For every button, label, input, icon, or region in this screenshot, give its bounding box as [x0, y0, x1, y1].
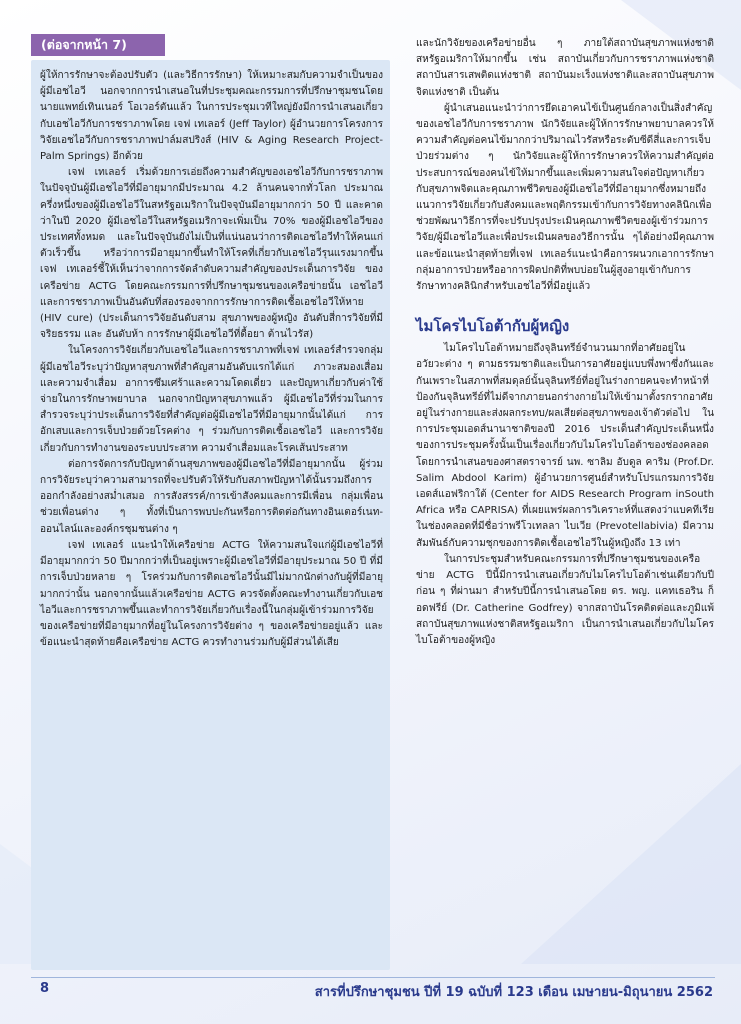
paragraph: ในโครงการวิจัยเกี่ยวกับเอชไอวีและการชราภาพที่เจฟ เทเลอร์สำรวจกลุ่มผู้มีเอชไอวีระบุว่าปัญหาสุขภาพที่สำคัญสามอันดับแรกได้แก่ ภาวะสมองเสื่อมและความจำเสื่อม อาการซึมเศร้าและความโดดเดี่ยว และปัญหาเกี่ยวกับค่าใช้จ่ายในการรักษาพยาบาล นอกจากปัญหาสุขภาพแล้ว ผู้มีเอชไอวีที่ร่วมในการสำรวจระบุว่าประเด็นการวิจัยที่สำคัญต่อผู้มีเอชไอวีที่มีอายุมากนั้นได้แก่ การอักเสบและการเจ็บป่วยด้วยโรคต่าง ๆ ร่วมกับการติดเชื้อเอชไอวี และการวิจัยเกี่ยวกับการทำงานของระบบประสาท ความจำเสื่อมและโรคเส้นประสาท [40, 345, 383, 454]
paragraph: เจฟ เทเลอร์ เริ่มด้วยการเอ่ยถึงความสำคัญของเอชไอวีกับการชราภาพ ในปัจจุบันผู้มีเอชไอวีที่มีอายุมากมีประมาณ 4.2 ล้านคนจากทั่วโลก ประมาณครึ่งหนึ่งของผู้มีเอชไอวีในสหรัฐอเมริกาในปัจจุบันมีอายุมากกว่า 50 ปี และคาดว่าในปี 2020 ผู้มีเอชไอวีในสหรัฐอเมริกาจะเพิ่มเป็น 70% ของผู้มีเอชไอวีของประเทศทั้งหมด และในปัจจุบันยังไม่เป็นที่แน่นอนว่าการติดเอชไอวีทำให้คนแก่ตัวเร็วขึ้น หรือว่าการมีอายุมากขึ้นทำให้โรคที่เกี่ยวกับเอชไอวีรุนแรงมากขึ้น เจฟ เทเลอร์ชี้ให้เห็นว่าจากการจัดลำดับความสำคัญของประเด็นการวิจัย ของเครือข่าย ACTG โดยคณะกรรมการที่ปรึกษาชุมชนของเครือข่ายนั้น เอชไอวีและการชราภาพเป็นอันดับที่สองรองจากการรักษาการติดเชื้อเอชไอวีให้หาย (HIV cure) (ประเด็นการวิจัยอันดับสาม สุขภาพของผู้หญิง อันดับสี่การวิจัยที่มีจริยธรรม และ อันดับห้า การรักษาผู้มีเอชไอวีที่ดื้อยา ต้านไวรัส) [40, 167, 383, 341]
paragraph: ผู้ให้การรักษาจะต้องปรับตัว (และวิธีการรักษา) ให้เหมาะสมกับความจำเป็นของผู้มีเอชไอวี นอกจากการนำเสนอในที่ประชุมคณะกรรมการที่ปรึกษาชุมชนโดยนายแพทย์เทินเนอร์ โอเวอร์ตันแล้ว ในการประชุมเวทีใหญ่ยังมีการนำเสนอเกี่ยวกับเอชไอวีกับการชราภาพโดย เจฟ เทเลอร์ (Jeff Taylor) ผู้อำนวยการโครงการวิจัยเอชไอวีกับการชราภาพปาล์มสปริงส์ (HIV & Aging Research Project-Palm Springs) อีกด้วย [40, 70, 383, 163]
paragraph: ผู้นำเสนอแนะนำว่าการยึดเอาคนไข้เป็นศูนย์กลางเป็นสิ่งสำคัญของเอชไอวีกับการชราภาพ นักวิจัยและผู้ให้การรักษาพยาบาลควรให้ความสำคัญต่อคนไข้มากกว่าปริมาณไวรัสหรือระดับซีดีสี่และการเจ็บป่วยร่วมต่าง ๆ นักวิจัยและผู้ให้การรักษาควรให้ความสำคัญต่อประสบการณ์ของคนไข้ให้มากขึ้นและเพิ่มความสนใจต่อปัญหาเกี่ยวกับสุขภาพจิตและคุณภาพชีวิตของผู้มีเอชไอวีที่มีอายุมากซึ่งหมายถึงแนวการวิจัยเกี่ยวกับสังคมและพฤติกรรมเข้ากับการวิจัยทางคลินิกเพื่อช่วยพัฒนาวิธีการที่จะปรับปรุงประเมินคุณภาพชีวิตของผู้เข้าร่วมการวิจัย/ผู้มีเอชไอวีและเพื่อประเมินผลของวิธีการนั้น ๆได้อย่างมีคุณภาพ และข้อแนะนำสุดท้ายที่เจฟ เทเลอร์แนะนำคือการผนวกเอาการรักษากลุ่มอาการป่วยหรืออาการผิดปกติที่พบบ่อยในผู้สูงอายุเข้ากับการรักษาทางคลินิกสำหรับเอชไอวีที่มีอยู่แล้ว [416, 102, 714, 293]
footer-divider [31, 977, 715, 978]
paragraph: และนักวิจัยของเครือข่ายอื่น ๆ ภายใต้สถาบันสุขภาพแห่งชาติสหรัฐอเมริกาให้มากขึ้น เช่น สถาบันเกี่ยวกับการชราภาพแห่งชาติ สถาบันสารเสพติดแห่งชาติ สถาบันมะเร็งแห่งชาติและสถาบันสุขภาพจิตแห่งชาติ เป็นต้น [416, 38, 714, 98]
decor-triangle [521, 764, 741, 964]
journal-info: สารที่ปรึกษาชุมชน ปีที่ 19 ฉบับที่ 123 เดือน เมษายน-มิถุนายน 2562 [314, 985, 713, 1000]
page-number: 8 [40, 981, 50, 996]
continued-from-tab: (ต่อจากหน้า 7) [31, 34, 165, 56]
section-title: ไมโครไบโอต้ากับผู้หญิง [416, 317, 570, 336]
paragraph: ในการประชุมสำหรับคณะกรรมการที่ปรึกษาชุมชนของเครือข่าย ACTG ปีนี้มีการนำเสนอเกี่ยวกับไมโครไบโอต้าเช่นเดียวกับปีก่อน ๆ ที่ผ่านมา สำหรับปีนี้การนำเสนอโดย ดร. พญ. แคทเธอริน ก็อดฟรีย์ (Dr. Catherine Godfrey) จากสถาบันโรคติดต่อและภูมิแพ้สถาบันสุขภาพแห่งชาติสหรัฐอเมริกา เป็นการนำเสนอเกี่ยวกับไมโครไบโอต้าของผู้หญิง [416, 553, 714, 646]
paragraph: เจฟ เทเลอร์ แนะนำให้เครือข่าย ACTG ให้ความสนใจแก่ผู้มีเอชไอวีที่มีอายุมากกว่า 50 ปีมากกว่าที่เป็นอยู่เพราะผู้มีเอชไอวีที่มีอายุประมาณ 50 ปี ที่มีการเจ็บป่วยหลาย ๆ โรคร่วมกับการติดเอชไอวีนั้นมีไม่มากนักต่างกับผู้ที่มีอายุมากกว่านั้น นอกจากนั้นแล้วเครือข่าย ACTG ควรจัดตั้งคณะทำงานเกี่ยวกับเอชไอวีและการชราภาพขึ้นและทำการวิจัยเกี่ยวกับเรื่องนี้ในกลุ่มผู้เข้าร่วมการวิจัยของเครือข่ายที่มีอายุมากที่อยู่ในโครงการวิจัยต่าง ๆ ของเครือข่ายอยู่แล้ว และข้อแนะนำสุดท้ายคือเครือข่าย ACTG ควรทำงานร่วมกับผู้มีส่วนได้เสีย [40, 539, 383, 649]
right-column [416, 36, 714, 649]
paragraph: ไมโครไบโอต้าหมายถึงจุลินทรีย์จำนวนมากที่อาศัยอยู่ในอวัยวะต่าง ๆ ตามธรรมชาติและเป็นการอาศัยอยู่แบบพึ่งพาซึ่งกันและกันเพราะในสภาพที่สมดุลย์นั้นจุลินทรีย์ที่อยู่ในร่างกายคนจะทำหน้าที่ป้องกันจุลินทรีย์ที่ไม่ดีจากภายนอกร่างกายไม่ให้เข้ามาตั้งรกรากอาศัยอยู่ในร่างกายและส่งผลกระทบ/ผลเสียต่อสุขภาพของเจ้าตัวต่อไป ในการประชุมเอดส์นานาชาติของปี 2016 ประเด็นสำคัญประเด็นหนึ่งของการประชุมครั้งนั้นเป็นเรื่องเกี่ยวกับไมโครไบโอต้าของช่องคลอดโดยการนำเสนอของศาสตราจารย์ นพ. ซาลิม อับดูล คาริม (Prof.Dr. Salim Abdool Karim) ผู้อำนวยการศูนย์สำหรับโปรแกรมการวิจัยเอดส์แอฟริกาใต้ (Center for AIDS Research Program inSouth Africa หรือ CAPRISA) ที่เผยแพร่ผลการวิเคราะห์ที่แสดงว่าแบคทีเรียในช่องคลอดที่มีชื่อว่าพรีโวเทลลา ไบเวีย (Prevotellabivia) มีความสัมพันธ์กับความชุกของการติดเชื้อเอชไอวีในผู้หญิงถึง 13 เท่า [416, 343, 714, 549]
left-column [40, 68, 383, 651]
paragraph: ต่อการจัดการกับปัญหาด้านสุขภาพของผู้มีเอชไอวีที่มีอายุมากนั้น ผู้ร่วมการวิจัยระบุว่าความสามารถที่จะปรับตัวให้รับกับสภาพปัญหาได้นั้นรวมถึงการออกกำลังอย่างสม่ำเสมอ การสังสรรค์/การเข้าสังคมและการมีเพื่อน กลุ่มเพื่อนช่วยเพื่อนต่าง ๆ ทั้งที่เป็นการพบปะกันหรือการติดต่อกันทางอินเตอร์เนท-ออนไลน์และองค์กรชุมชนต่าง ๆ [40, 458, 383, 535]
